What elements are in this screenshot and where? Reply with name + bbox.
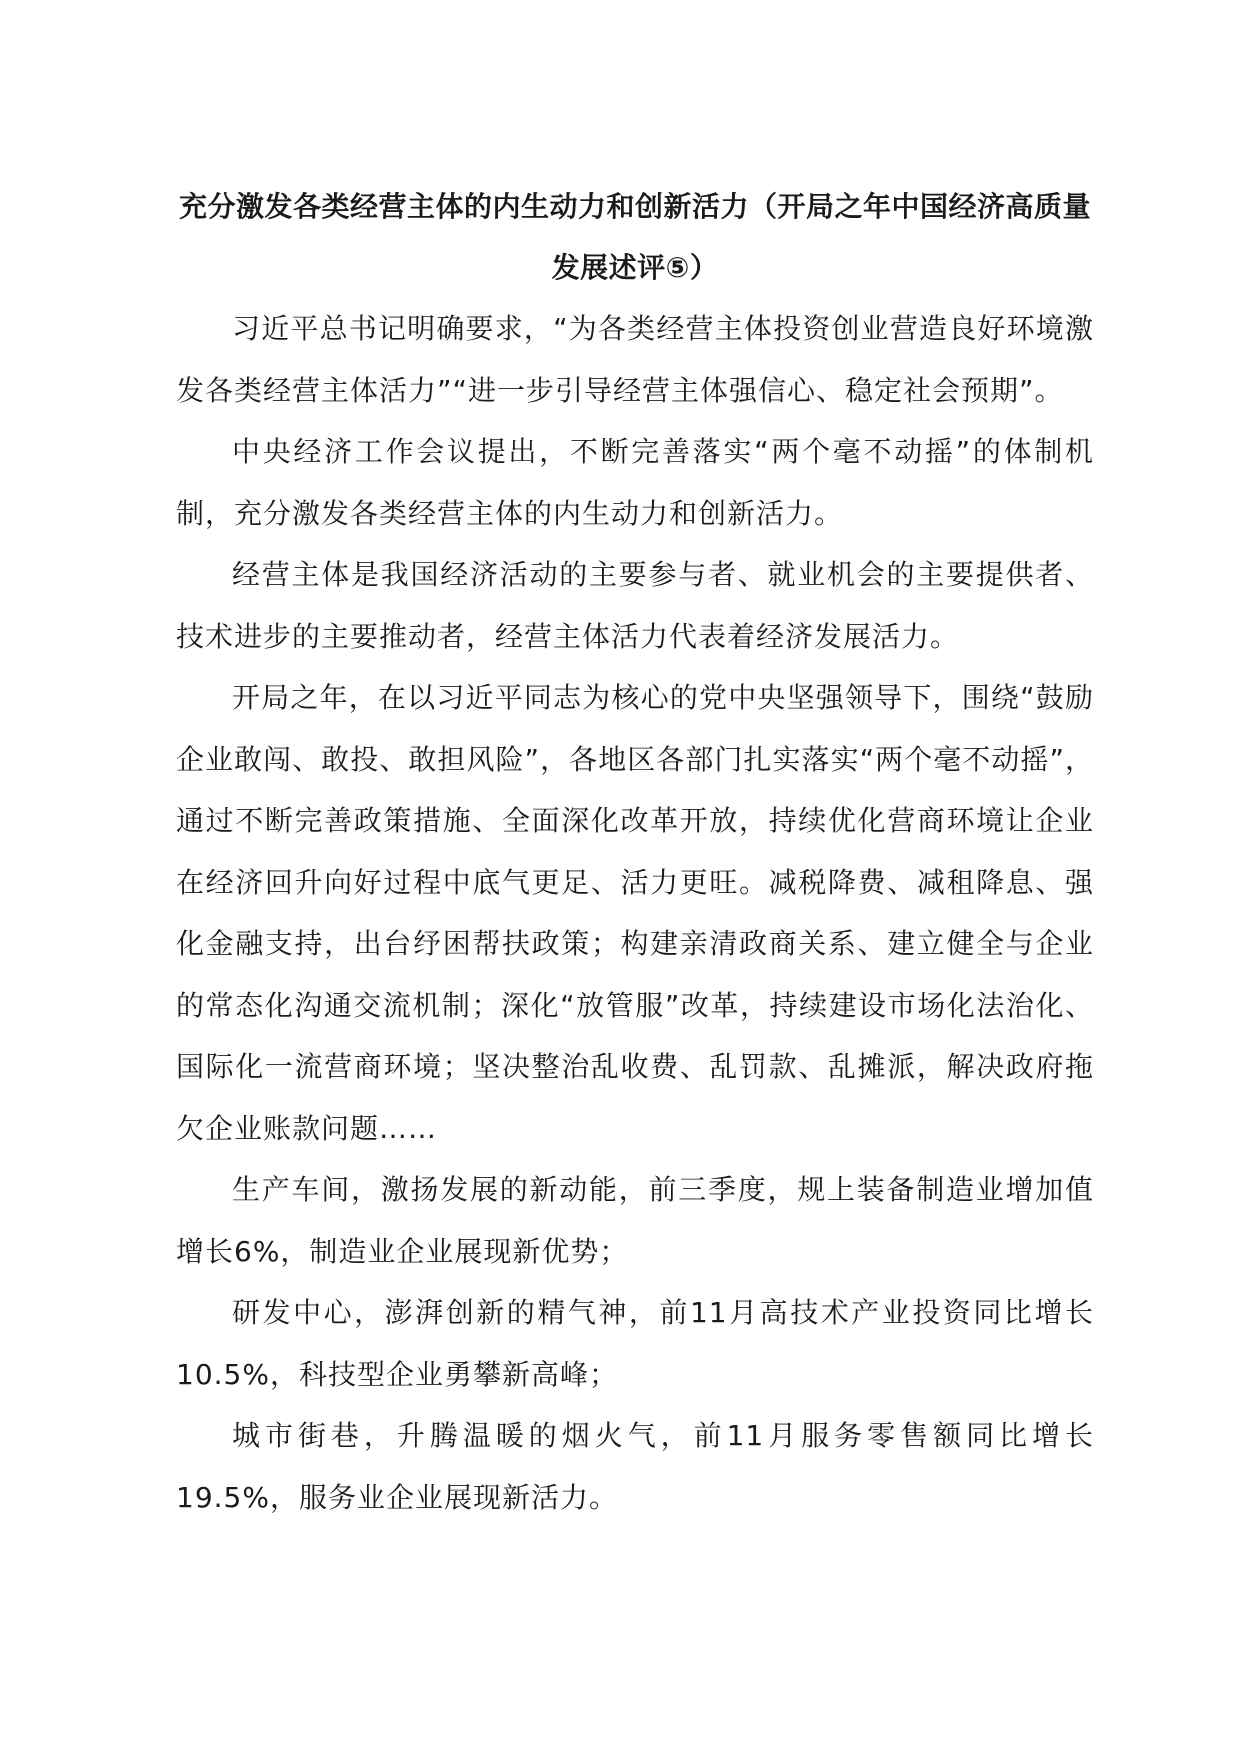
paragraph-6: 研发中心，澎湃创新的精气神，前11月高技术产业投资同比增长10.5%，科技型企业勇攀新高峰； <box>176 1296 1094 1391</box>
paragraph-3: 经营主体是我国经济活动的主要参与者、就业机会的主要提供者、技术进步的主要推动者，经营主体活力代表着经济发展活力。 <box>176 558 1094 653</box>
document-page <box>176 176 1094 1528</box>
paragraph-7: 城市街巷，升腾温暖的烟火气，前11月服务零售额同比增长19.5%，服务业企业展现新活力。 <box>176 1419 1094 1514</box>
paragraph-4: 开局之年，在以习近平同志为核心的党中央坚强领导下，围绕“鼓励企业敢闯、敢投、敢担风险”，各地区各部门扎实落实“两个毫不动摇”，通过不断完善政策措施、全面深化改革开放，持续优化营商环境让企业在经济回升向好过程中底气更足、活力更旺。减税降费、减租降息、强化金融支持，出台纾困帮扶政策；构建亲清政商关系、建立健全与企业的常态化沟通交流机制；深化“放管服”改革，持续建设市场化法治化、国际化一流营商环境；坚决整治乱收费、乱罚款、乱摊派，解决政府拖欠企业账款问题…… <box>176 681 1094 1145</box>
paragraph-5: 生产车间，激扬发展的新动能，前三季度，规上装备制造业增加值增长6%，制造业企业展现新优势； <box>176 1173 1094 1268</box>
paragraph-1: 习近平总书记明确要求，“为各类经营主体投资创业营造良好环境激发各类经营主体活力”“进一步引导经营主体强信心、稳定社会预期”。 <box>176 312 1094 407</box>
document-title: 充分激发各类经营主体的内生动力和创新活力（开局之年中国经济高质量发展述评⑤） <box>178 190 1091 284</box>
paragraph-2: 中央经济工作会议提出，不断完善落实“两个毫不动摇”的体制机制，充分激发各类经营主体的内生动力和创新活力。 <box>176 435 1094 530</box>
